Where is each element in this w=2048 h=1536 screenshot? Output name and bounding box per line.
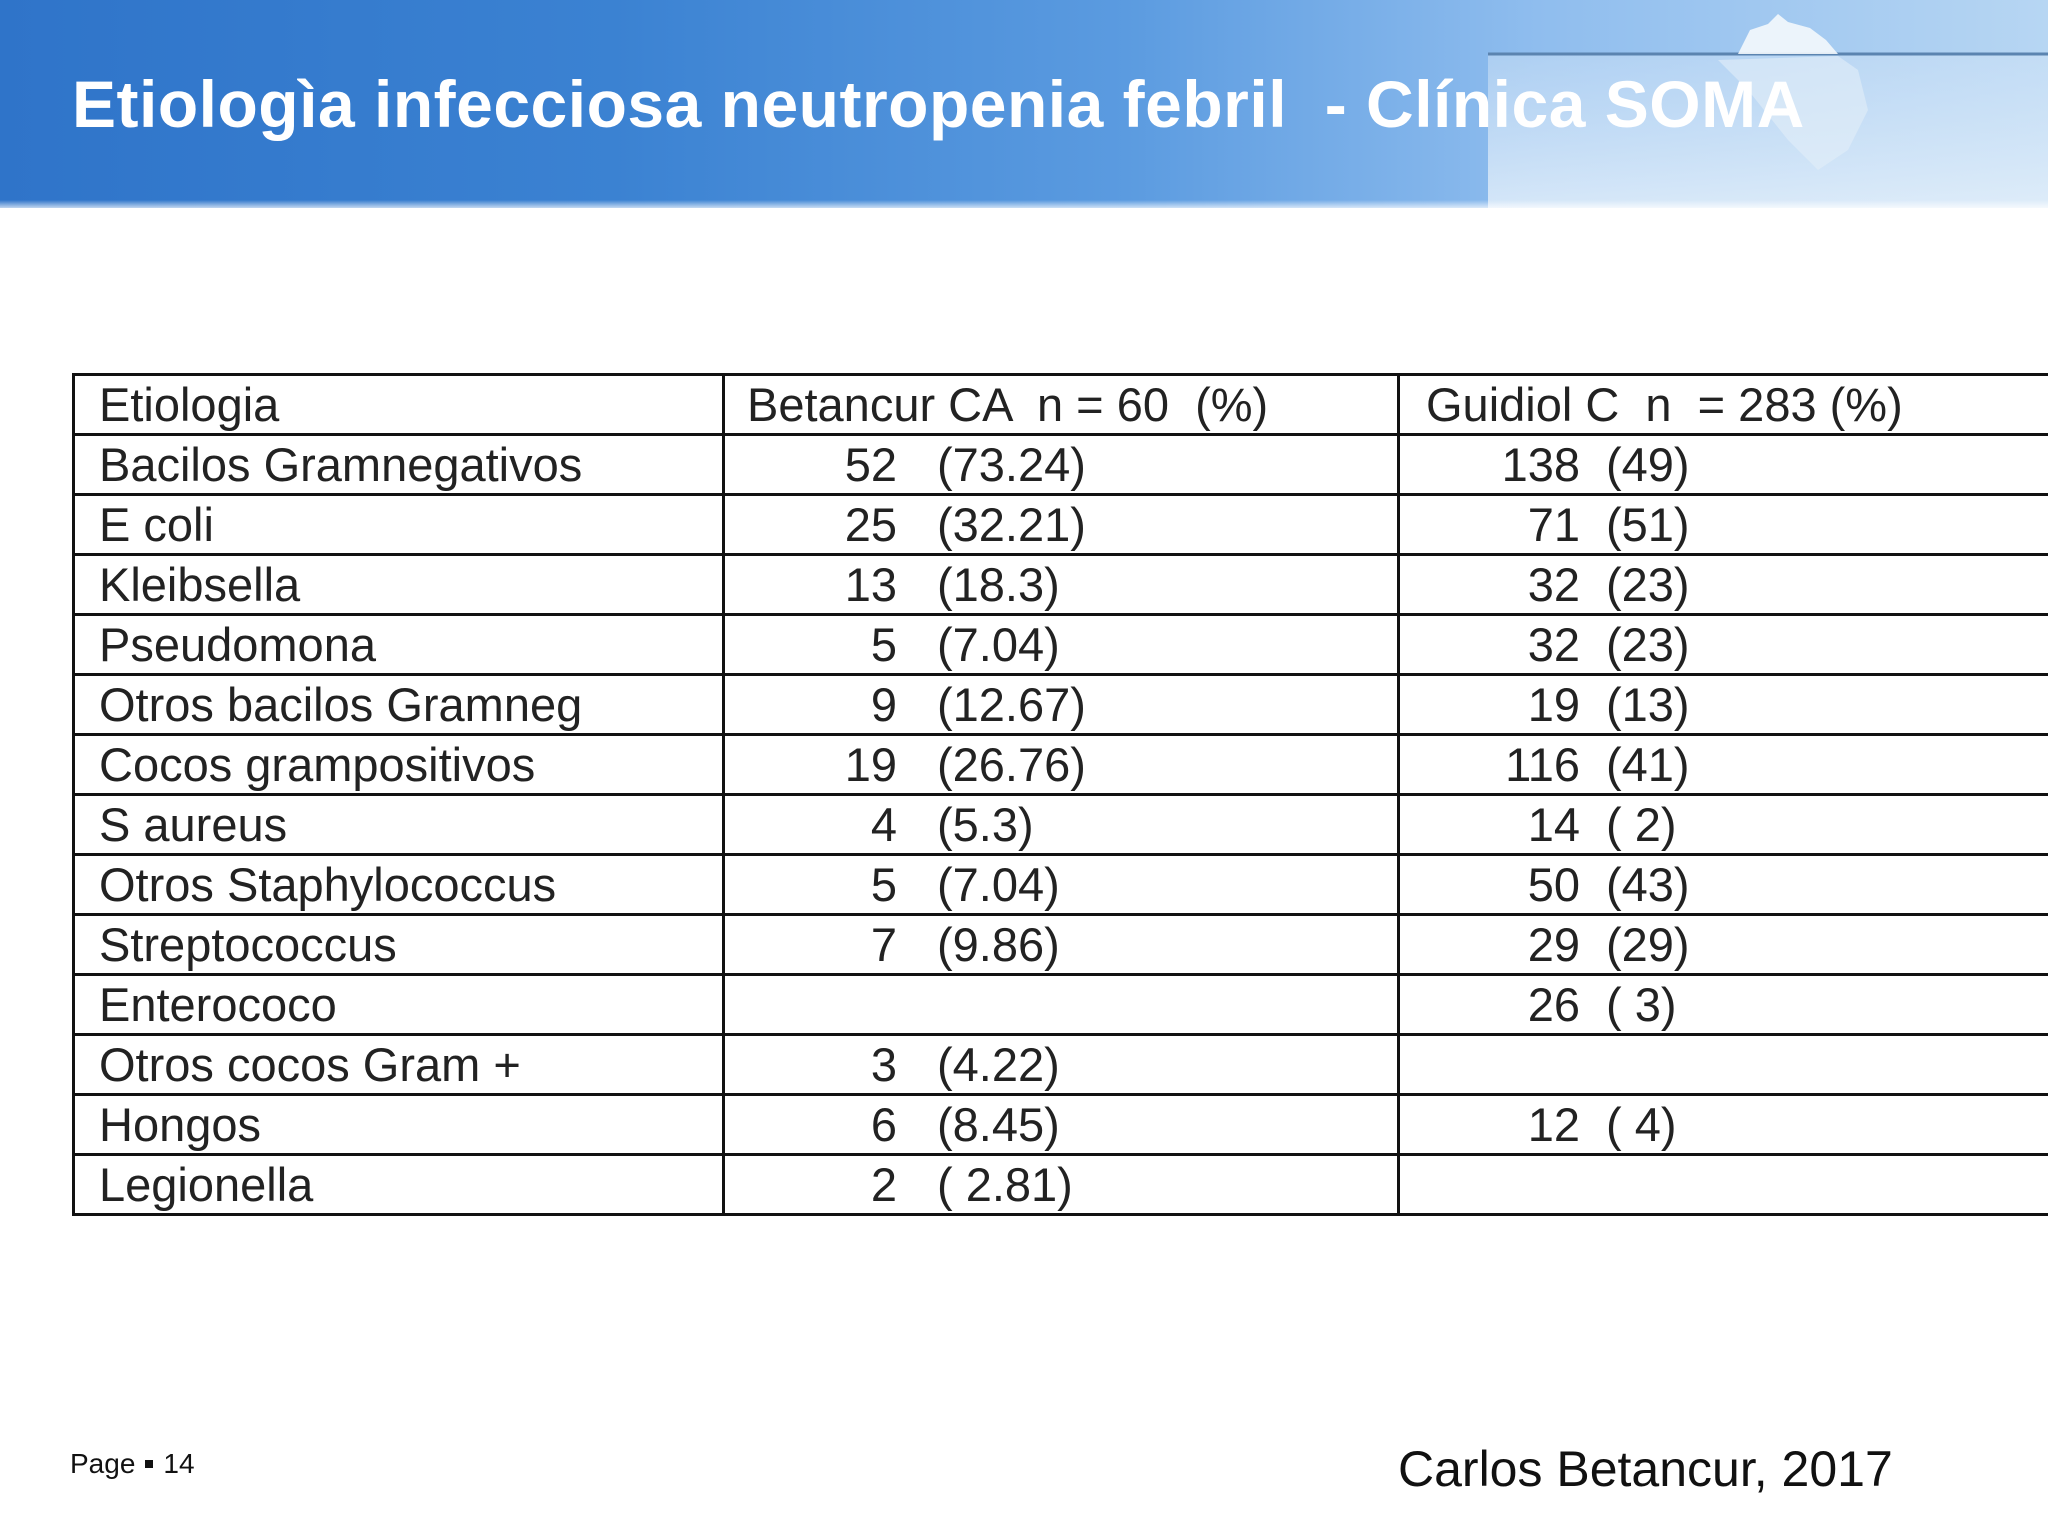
guidiol-percent: ( 4) bbox=[1606, 1097, 1677, 1151]
table-row bbox=[74, 1035, 2048, 1095]
betancur-cell bbox=[724, 975, 1399, 1035]
guidiol-cell bbox=[1399, 915, 2048, 975]
guidiol-count: 32 bbox=[1527, 617, 1580, 671]
guidiol-cell bbox=[1399, 1155, 2048, 1215]
table-row bbox=[74, 555, 2048, 615]
row-label: Cocos grampositivos bbox=[74, 735, 724, 795]
guidiol-cell bbox=[1399, 615, 2048, 675]
betancur-cell bbox=[724, 1035, 1399, 1095]
guidiol-count: 138 bbox=[1501, 437, 1580, 491]
betancur-cell bbox=[724, 855, 1399, 915]
guidiol-percent: (23) bbox=[1606, 557, 1690, 611]
table-row bbox=[74, 1155, 2048, 1215]
table-row bbox=[74, 675, 2048, 735]
row-label: Legionella bbox=[74, 1155, 724, 1215]
betancur-cell bbox=[724, 615, 1399, 675]
guidiol-percent: (43) bbox=[1606, 857, 1690, 911]
betancur-count: 6 bbox=[870, 1097, 897, 1151]
table-row bbox=[74, 795, 2048, 855]
guidiol-cell bbox=[1399, 435, 2048, 495]
betancur-count: 13 bbox=[844, 557, 897, 611]
guidiol-cell bbox=[1399, 795, 2048, 855]
table-row bbox=[74, 915, 2048, 975]
betancur-percent: (12.67) bbox=[937, 677, 1086, 731]
guidiol-count: 26 bbox=[1527, 977, 1580, 1031]
row-label: E coli bbox=[74, 495, 724, 555]
row-label: Pseudomona bbox=[74, 615, 724, 675]
betancur-percent: (5.3) bbox=[937, 797, 1034, 851]
guidiol-percent: ( 3) bbox=[1606, 977, 1677, 1031]
row-label: Bacilos Gramnegativos bbox=[74, 435, 724, 495]
guidiol-cell bbox=[1399, 855, 2048, 915]
header-banner bbox=[0, 0, 2048, 208]
guidiol-cell bbox=[1399, 495, 2048, 555]
row-label: Hongos bbox=[74, 1095, 724, 1155]
guidiol-count: 29 bbox=[1527, 917, 1580, 971]
etiology-table bbox=[72, 373, 2048, 1216]
table-row bbox=[74, 735, 2048, 795]
bullet-square-icon bbox=[145, 1460, 153, 1468]
guidiol-percent: ( 2) bbox=[1606, 797, 1677, 851]
betancur-percent: (9.86) bbox=[937, 917, 1060, 971]
row-label: Enterococo bbox=[74, 975, 724, 1035]
table-row bbox=[74, 1095, 2048, 1155]
table-row bbox=[74, 615, 2048, 675]
guidiol-percent: (51) bbox=[1606, 497, 1690, 551]
betancur-percent: (8.45) bbox=[937, 1097, 1060, 1151]
guidiol-percent: (41) bbox=[1606, 737, 1690, 791]
guidiol-percent: (49) bbox=[1606, 437, 1690, 491]
guidiol-count: 71 bbox=[1527, 497, 1580, 551]
betancur-cell bbox=[724, 795, 1399, 855]
row-label: Otros cocos Gram + bbox=[74, 1035, 724, 1095]
guidiol-count: 32 bbox=[1527, 557, 1580, 611]
row-label: Otros bacilos Gramneg bbox=[74, 675, 724, 735]
guidiol-cell bbox=[1399, 975, 2048, 1035]
column-header-etiologia: Etiologia bbox=[74, 375, 724, 435]
betancur-count: 4 bbox=[870, 797, 897, 851]
betancur-count: 9 bbox=[870, 677, 897, 731]
table-header-row bbox=[74, 375, 2048, 435]
betancur-count: 3 bbox=[870, 1037, 897, 1091]
guidiol-cell bbox=[1399, 555, 2048, 615]
page-number: 14 bbox=[163, 1448, 195, 1479]
row-label: Streptococcus bbox=[74, 915, 724, 975]
row-label: S aureus bbox=[74, 795, 724, 855]
page-indicator bbox=[70, 1448, 195, 1480]
guidiol-cell bbox=[1399, 735, 2048, 795]
guidiol-count: 19 bbox=[1527, 677, 1580, 731]
guidiol-cell bbox=[1399, 1035, 2048, 1095]
guidiol-count: 50 bbox=[1527, 857, 1580, 911]
betancur-count: 5 bbox=[870, 857, 897, 911]
betancur-percent: (7.04) bbox=[937, 617, 1060, 671]
betancur-percent: (7.04) bbox=[937, 857, 1060, 911]
author-credit: Carlos Betancur, 2017 bbox=[1398, 1441, 1893, 1497]
betancur-percent: (18.3) bbox=[937, 557, 1060, 611]
betancur-count: 2 bbox=[870, 1157, 897, 1211]
betancur-count: 25 bbox=[844, 497, 897, 551]
betancur-cell bbox=[724, 735, 1399, 795]
betancur-percent: (32.21) bbox=[937, 497, 1086, 551]
page-label-text: Page bbox=[70, 1448, 136, 1479]
betancur-cell bbox=[724, 435, 1399, 495]
row-label: Otros Staphylococcus bbox=[74, 855, 724, 915]
column-header-betancur: Betancur CA n = 60 (%) bbox=[724, 375, 1399, 435]
betancur-cell bbox=[724, 1155, 1399, 1215]
betancur-count: 19 bbox=[844, 737, 897, 791]
betancur-count: 7 bbox=[870, 917, 897, 971]
etiology-table-container bbox=[72, 373, 2027, 1211]
betancur-count: 52 bbox=[844, 437, 897, 491]
column-header-guidiol: Guidiol C n = 283 (%) bbox=[1399, 375, 2048, 435]
table-row bbox=[74, 855, 2048, 915]
betancur-cell bbox=[724, 555, 1399, 615]
table-row bbox=[74, 495, 2048, 555]
betancur-percent: (4.22) bbox=[937, 1037, 1060, 1091]
betancur-cell bbox=[724, 1095, 1399, 1155]
guidiol-count: 12 bbox=[1527, 1097, 1580, 1151]
row-label: Kleibsella bbox=[74, 555, 724, 615]
guidiol-count: 116 bbox=[1505, 737, 1580, 791]
guidiol-cell bbox=[1399, 675, 2048, 735]
guidiol-cell bbox=[1399, 1095, 2048, 1155]
betancur-percent: (73.24) bbox=[937, 437, 1086, 491]
betancur-cell bbox=[724, 915, 1399, 975]
betancur-cell bbox=[724, 495, 1399, 555]
table-row bbox=[74, 975, 2048, 1035]
guidiol-percent: (29) bbox=[1606, 917, 1690, 971]
betancur-percent: (26.76) bbox=[937, 737, 1086, 791]
betancur-cell bbox=[724, 675, 1399, 735]
slide-title: Etiologìa infecciosa neutropenia febril - Clínica SOMA bbox=[72, 67, 1805, 141]
guidiol-percent: (13) bbox=[1606, 677, 1690, 731]
table-row bbox=[74, 435, 2048, 495]
guidiol-percent: (23) bbox=[1606, 617, 1690, 671]
betancur-count: 5 bbox=[870, 617, 897, 671]
guidiol-count: 14 bbox=[1527, 797, 1580, 851]
betancur-percent: ( 2.81) bbox=[937, 1157, 1073, 1211]
